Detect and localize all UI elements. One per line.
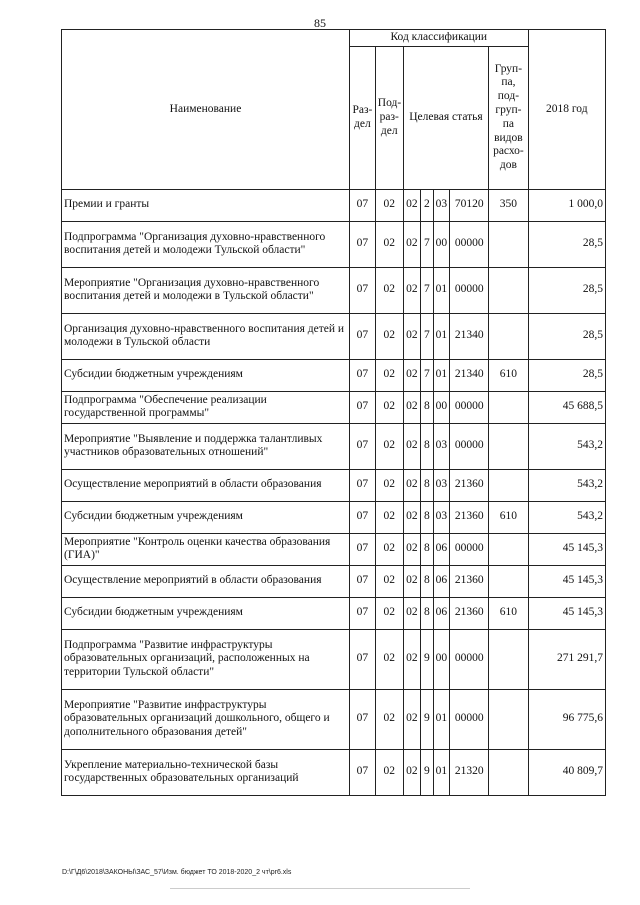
cell-v: 28,5 <box>528 221 605 267</box>
cell-r: 07 <box>349 469 375 501</box>
cell-name: Субсидии бюджетным учреждениям <box>62 501 350 533</box>
cell-r: 07 <box>349 689 375 749</box>
cell-t3: 03 <box>433 423 450 469</box>
cell-g <box>489 267 528 313</box>
cell-t4: 21360 <box>450 501 489 533</box>
cell-t4: 00000 <box>450 221 489 267</box>
cell-pr: 02 <box>375 359 403 391</box>
cell-r: 07 <box>349 267 375 313</box>
cell-name: Премии и гранты <box>62 189 350 221</box>
cell-t1: 02 <box>403 501 421 533</box>
cell-g <box>489 423 528 469</box>
cell-t3: 03 <box>433 501 450 533</box>
cell-r: 07 <box>349 391 375 423</box>
cell-t4: 00000 <box>450 391 489 423</box>
cell-t2: 8 <box>421 469 433 501</box>
cell-pr: 02 <box>375 533 403 565</box>
table-row <box>62 749 606 795</box>
table-row <box>62 267 606 313</box>
cell-v: 543,2 <box>528 501 605 533</box>
cell-t2: 9 <box>421 629 433 689</box>
cell-r: 07 <box>349 423 375 469</box>
cell-v: 28,5 <box>528 267 605 313</box>
cell-pr: 02 <box>375 313 403 359</box>
table-row <box>62 313 606 359</box>
cell-pr: 02 <box>375 689 403 749</box>
cell-name: Мероприятие "Развитие инфраструктуры образовательных организаций дошкольного, общего и дополнительного образования детей" <box>62 689 350 749</box>
cell-v: 271 291,7 <box>528 629 605 689</box>
cell-t3: 06 <box>433 597 450 629</box>
cell-t1: 02 <box>403 189 421 221</box>
cell-v: 45 145,3 <box>528 597 605 629</box>
cell-r: 07 <box>349 629 375 689</box>
cell-t3: 06 <box>433 533 450 565</box>
cell-pr: 02 <box>375 565 403 597</box>
cell-g: 610 <box>489 501 528 533</box>
cell-g: 350 <box>489 189 528 221</box>
cell-t3: 03 <box>433 469 450 501</box>
cell-t3: 01 <box>433 689 450 749</box>
cell-v: 1 000,0 <box>528 189 605 221</box>
cell-name: Субсидии бюджетным учреждениям <box>62 359 350 391</box>
cell-t2: 8 <box>421 501 433 533</box>
header-razdel: Раз-дел <box>349 46 375 189</box>
table-row <box>62 391 606 423</box>
cell-pr: 02 <box>375 749 403 795</box>
cell-v: 28,5 <box>528 313 605 359</box>
cell-t2: 2 <box>421 189 433 221</box>
cell-name: Субсидии бюджетным учреждениям <box>62 597 350 629</box>
cell-t3: 01 <box>433 359 450 391</box>
scan-artifact-line <box>170 888 470 889</box>
header-group: Груп-па, под-груп-па видов расхо-дов <box>489 46 528 189</box>
cell-t2: 8 <box>421 423 433 469</box>
cell-r: 07 <box>349 313 375 359</box>
cell-t4: 00000 <box>450 267 489 313</box>
cell-g <box>489 689 528 749</box>
cell-r: 07 <box>349 749 375 795</box>
cell-g <box>489 565 528 597</box>
cell-t4: 70120 <box>450 189 489 221</box>
cell-t1: 02 <box>403 313 421 359</box>
cell-name: Подпрограмма "Организация духовно-нравственного воспитания детей и молодежи Тульской области" <box>62 221 350 267</box>
table-row <box>62 221 606 267</box>
footer-file-path: D:\Г\Д6\2018\ЗАКОНЫ\ЗАС_57\Изм. бюджет ТО 2018-2020_2 чт\pr6.xls <box>62 869 292 876</box>
cell-g <box>489 391 528 423</box>
cell-t2: 7 <box>421 313 433 359</box>
cell-g: 610 <box>489 359 528 391</box>
cell-t3: 01 <box>433 313 450 359</box>
cell-t3: 00 <box>433 391 450 423</box>
cell-r: 07 <box>349 565 375 597</box>
cell-t1: 02 <box>403 469 421 501</box>
cell-r: 07 <box>349 359 375 391</box>
cell-r: 07 <box>349 189 375 221</box>
header-name: Наименование <box>62 30 350 190</box>
cell-v: 40 809,7 <box>528 749 605 795</box>
cell-t2: 7 <box>421 221 433 267</box>
cell-t1: 02 <box>403 423 421 469</box>
cell-t3: 01 <box>433 749 450 795</box>
cell-name: Осуществление мероприятий в области образования <box>62 565 350 597</box>
cell-name: Организация духовно-нравственного воспитания детей и молодежи в Тульской области <box>62 313 350 359</box>
cell-v: 45 688,5 <box>528 391 605 423</box>
cell-name: Мероприятие "Контроль оценки качества образования (ГИА)" <box>62 533 350 565</box>
cell-t2: 7 <box>421 267 433 313</box>
cell-r: 07 <box>349 597 375 629</box>
cell-pr: 02 <box>375 629 403 689</box>
cell-t4: 21340 <box>450 359 489 391</box>
cell-t4: 21360 <box>450 597 489 629</box>
cell-pr: 02 <box>375 221 403 267</box>
cell-name: Мероприятие "Организация духовно-нравственного воспитания детей и молодежи в Тульской области" <box>62 267 350 313</box>
cell-r: 07 <box>349 533 375 565</box>
table-row <box>62 469 606 501</box>
cell-t2: 9 <box>421 749 433 795</box>
cell-g <box>489 469 528 501</box>
cell-t4: 00000 <box>450 423 489 469</box>
cell-g <box>489 313 528 359</box>
cell-t1: 02 <box>403 689 421 749</box>
cell-t1: 02 <box>403 359 421 391</box>
cell-r: 07 <box>349 221 375 267</box>
cell-v: 28,5 <box>528 359 605 391</box>
cell-v: 543,2 <box>528 469 605 501</box>
table-row <box>62 565 606 597</box>
page-number: 85 <box>314 16 326 30</box>
cell-name: Подпрограмма "Развитие инфраструктуры образовательных организаций, расположенных на территории Тульской области" <box>62 629 350 689</box>
cell-t4: 00000 <box>450 629 489 689</box>
cell-v: 45 145,3 <box>528 565 605 597</box>
cell-t4: 21360 <box>450 469 489 501</box>
table-row <box>62 533 606 565</box>
cell-t2: 8 <box>421 391 433 423</box>
cell-t3: 00 <box>433 221 450 267</box>
cell-t2: 8 <box>421 597 433 629</box>
cell-g <box>489 533 528 565</box>
table-row <box>62 423 606 469</box>
cell-g <box>489 629 528 689</box>
cell-t1: 02 <box>403 533 421 565</box>
header-target: Целевая статья <box>403 46 489 189</box>
cell-name: Осуществление мероприятий в области образования <box>62 469 350 501</box>
cell-g <box>489 749 528 795</box>
cell-pr: 02 <box>375 391 403 423</box>
cell-t4: 00000 <box>450 533 489 565</box>
table-row <box>62 689 606 749</box>
cell-pr: 02 <box>375 189 403 221</box>
cell-pr: 02 <box>375 469 403 501</box>
cell-t4: 21360 <box>450 565 489 597</box>
cell-t3: 06 <box>433 565 450 597</box>
cell-g: 610 <box>489 597 528 629</box>
budget-table <box>61 29 606 796</box>
cell-pr: 02 <box>375 501 403 533</box>
cell-t3: 03 <box>433 189 450 221</box>
cell-name: Подпрограмма "Обеспечение реализации государственной программы" <box>62 391 350 423</box>
header-classification: Код классификации <box>349 30 528 47</box>
cell-t2: 7 <box>421 359 433 391</box>
cell-t3: 01 <box>433 267 450 313</box>
cell-v: 45 145,3 <box>528 533 605 565</box>
header-podrazdel: Под-раз-дел <box>375 46 403 189</box>
cell-t1: 02 <box>403 391 421 423</box>
cell-pr: 02 <box>375 267 403 313</box>
cell-t4: 21340 <box>450 313 489 359</box>
cell-pr: 02 <box>375 423 403 469</box>
cell-t1: 02 <box>403 629 421 689</box>
cell-t2: 8 <box>421 565 433 597</box>
cell-t4: 21320 <box>450 749 489 795</box>
cell-r: 07 <box>349 501 375 533</box>
cell-name: Мероприятие "Выявление и поддержка талантливых участников образовательных отношений" <box>62 423 350 469</box>
cell-t3: 00 <box>433 629 450 689</box>
table-row <box>62 501 606 533</box>
header-year: 2018 год <box>528 30 605 190</box>
table-row <box>62 597 606 629</box>
cell-t1: 02 <box>403 565 421 597</box>
cell-t4: 00000 <box>450 689 489 749</box>
cell-t1: 02 <box>403 221 421 267</box>
cell-t1: 02 <box>403 749 421 795</box>
cell-t2: 9 <box>421 689 433 749</box>
cell-t1: 02 <box>403 267 421 313</box>
cell-v: 96 775,6 <box>528 689 605 749</box>
cell-v: 543,2 <box>528 423 605 469</box>
cell-t1: 02 <box>403 597 421 629</box>
cell-g <box>489 221 528 267</box>
cell-t2: 8 <box>421 533 433 565</box>
table-row <box>62 629 606 689</box>
table-row <box>62 189 606 221</box>
cell-name: Укрепление материально-технической базы государственных образовательных организаций <box>62 749 350 795</box>
table-row <box>62 359 606 391</box>
cell-pr: 02 <box>375 597 403 629</box>
